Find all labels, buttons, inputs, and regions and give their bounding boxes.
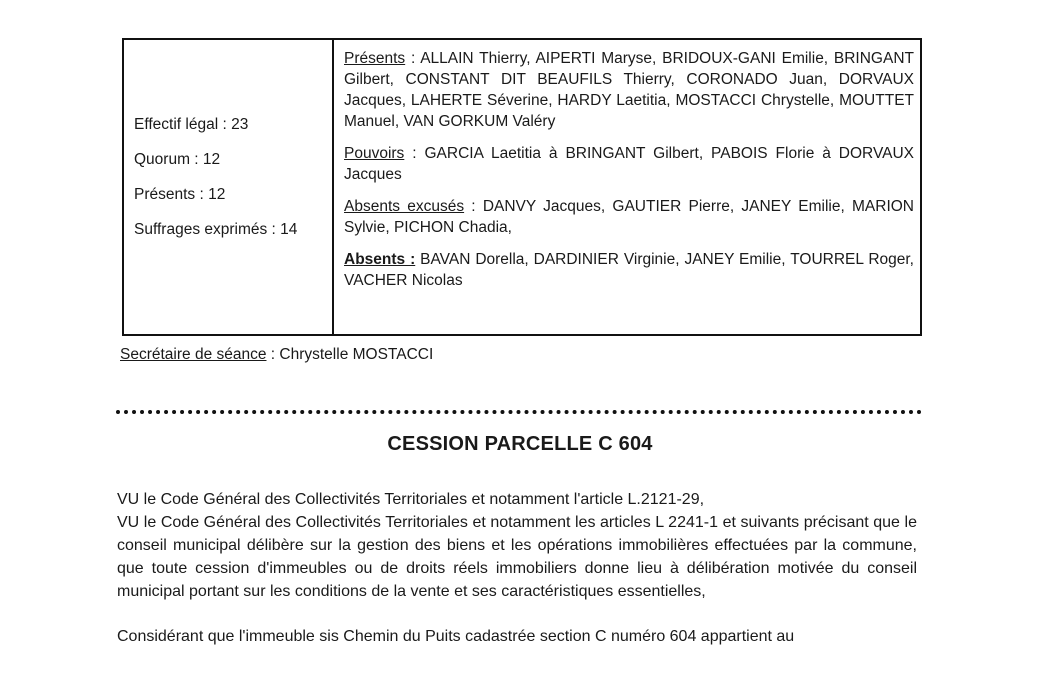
secretary-value: : Chrystelle MOSTACCI bbox=[266, 346, 434, 363]
body-paragraph-3: Considérant que l'immeuble sis Chemin du Puits cadastrée section C numéro 604 appartient au bbox=[117, 628, 795, 645]
suffrages-exprimes: Suffrages exprimés : 14 bbox=[134, 221, 298, 238]
absents-paragraph bbox=[344, 249, 914, 291]
pouvoirs-names: GARCIA Laetitia à BRINGANT Gilbert, PABOIS Florie à DORVAUX Jacques bbox=[344, 145, 915, 183]
body-paragraph-2: VU le Code Général des Collectivités Territoriales et notamment les articles L 2241-1 et suivants précisant que le conseil municipal délibère sur la gestion des biens et les opérations immobilières effectuées par la commune, que toute cession d'immeubles ou de droits réels immobiliers donne lieu à délibération motivée du conseil municipal portant sur les conditions de la vente et ses caractéristiques essentielles, bbox=[117, 514, 917, 600]
pouvoirs-separator: : bbox=[404, 145, 425, 162]
presents-paragraph bbox=[344, 48, 914, 132]
pouvoirs-paragraph bbox=[344, 143, 914, 185]
body-paragraph-1: VU le Code Général des Collectivités Territoriales et notamment l'article L.2121-29, bbox=[117, 491, 705, 508]
presents-names: ALLAIN Thierry, AIPERTI Maryse, BRIDOUX-GANI Emilie, BRINGANT Gilbert, CONSTANT DIT BEAUFILS Thierry, CORONADO Juan, DORVAUX Jacques, LAHERTE Séverine, HARDY Laetitia, MOSTACCI Chrystelle, MOUTTET Manuel, VAN GORKUM Valéry bbox=[344, 50, 914, 130]
pouvoirs-label: Pouvoirs bbox=[344, 145, 405, 162]
absents-excuses-separator: : bbox=[464, 198, 483, 215]
secretary-label: Secrétaire de séance bbox=[120, 346, 267, 363]
presents-separator: : bbox=[405, 50, 421, 67]
stats-column bbox=[124, 40, 334, 334]
absents-names: BAVAN Dorella, DARDINIER Virginie, JANEY Emilie, TOURREL Roger, VACHER Nicolas bbox=[344, 251, 914, 289]
paragraph-gap bbox=[117, 603, 917, 625]
absents-excuses-names: DANVY Jacques, GAUTIER Pierre, JANEY Emilie, MARION Sylvie, PICHON Chadia, bbox=[344, 198, 914, 236]
body-text bbox=[117, 488, 917, 648]
attendance-column bbox=[334, 40, 920, 334]
presents-label: Présents bbox=[344, 50, 406, 67]
absents-excuses-paragraph bbox=[344, 196, 914, 238]
dotted-divider bbox=[116, 410, 922, 414]
absents-label: Absents : bbox=[344, 251, 416, 268]
presents-count: Présents : 12 bbox=[134, 186, 226, 203]
absents-excuses-label: Absents excusés bbox=[344, 198, 465, 215]
quorum: Quorum : 12 bbox=[134, 151, 221, 168]
section-title: CESSION PARCELLE C 604 bbox=[387, 433, 653, 455]
effectif-legal: Effectif légal : 23 bbox=[134, 116, 249, 133]
secretary-line bbox=[120, 346, 433, 364]
attendance-table bbox=[122, 38, 922, 336]
